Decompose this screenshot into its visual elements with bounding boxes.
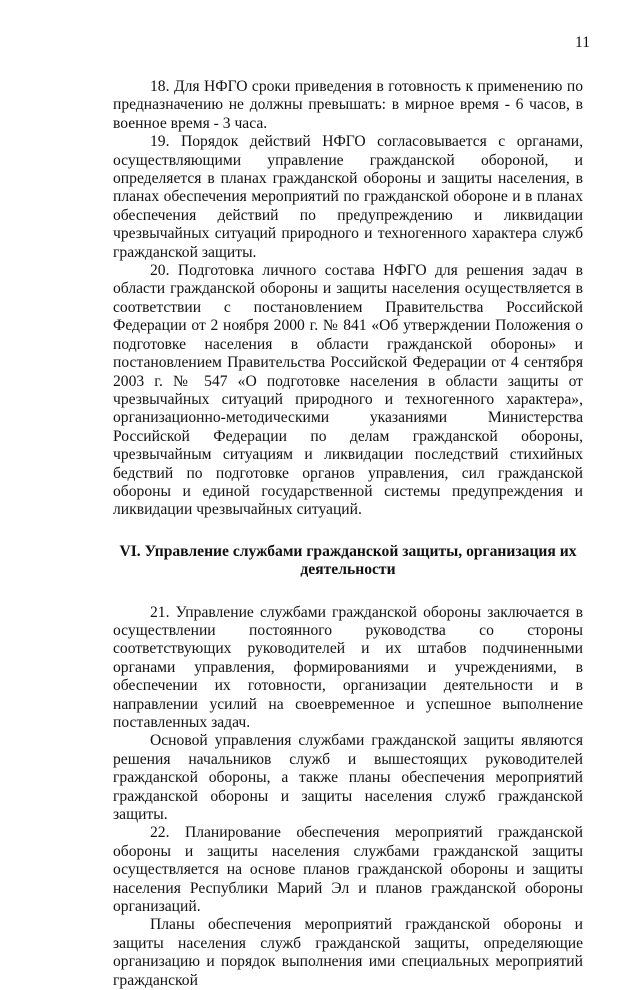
paragraph-19: 19. Порядок действий НФГО согласовывается с органами, осуществляющими управление гражданской обороной, и определяется в планах гражданской обороны и защиты населения, в планах обеспечения мероприятий по гражданской обороне и в планах обеспечения действий по предупреждению и ликвидации чрезвычайных ситуаций природного и техногенного характера служб гражданской защиты. xyxy=(113,133,583,261)
paragraph-21: 21. Управление службами гражданской обороны заключается в осуществлении постоянного руководства со стороны соответствующих руководителей и их штабов подчиненными органами управления, формированиями и учреждениями, в обеспечении их готовности, организации деятельности и в направлении усилий на своевременное и успешное выполнение поставленных задач. xyxy=(113,603,583,731)
paragraph-20: 20. Подготовка личного состава НФГО для решения задач в области гражданской обороны и защиты населения осуществляется в соответствии с постановлением Правительства Российской Федерации от 2 ноября 2000 г. № 841 «Об утверждении Положения о подготовке населения в области гражданской обороны» и постановлением Правительства Российской Федерации от 4 сентября 2003 г. № 547 «О подготовке населения в области защиты от чрезвычайных ситуаций природного и техногенного характера», организационно-методическими указаниями Министерства Российской Федерации по делам гражданской обороны, чрезвычайным ситуациям и ликвидации последствий стихийных бедствий по подготовке органов управления, сил гражданской обороны и единой государственной системы предупреждения и ликвидации чрезвычайных ситуаций. xyxy=(113,262,583,519)
section-heading: VI. Управление службами гражданской защиты, организация их деятельности xyxy=(119,542,577,579)
paragraph-21-continued: Основой управления службами гражданской защиты являются решения начальников служб и вышестоящих руководителей гражданской обороны, а также планы обеспечения мероприятий гражданской обороны и защиты населения служб гражданской защиты. xyxy=(113,732,583,824)
paragraph-22: 22. Планирование обеспечения мероприятий гражданской обороны и защиты населения службами гражданской защиты осуществляется на основе планов гражданской обороны и защиты населения Республики Марий Эл и планов гражданской обороны организаций. xyxy=(113,824,583,916)
document-body xyxy=(113,78,583,990)
paragraph-22-continued: Планы обеспечения мероприятий гражданской обороны и защиты населения служб гражданской защиты, определяющие организацию и порядок выполнения ими специальных мероприятий гражданской xyxy=(113,916,583,989)
page-number: 11 xyxy=(574,34,590,51)
paragraph-18: 18. Для НФГО сроки приведения в готовность к применению по предназначению не должны превышать: в мирное время - 6 часов, в военное время - 3 часа. xyxy=(113,78,583,132)
